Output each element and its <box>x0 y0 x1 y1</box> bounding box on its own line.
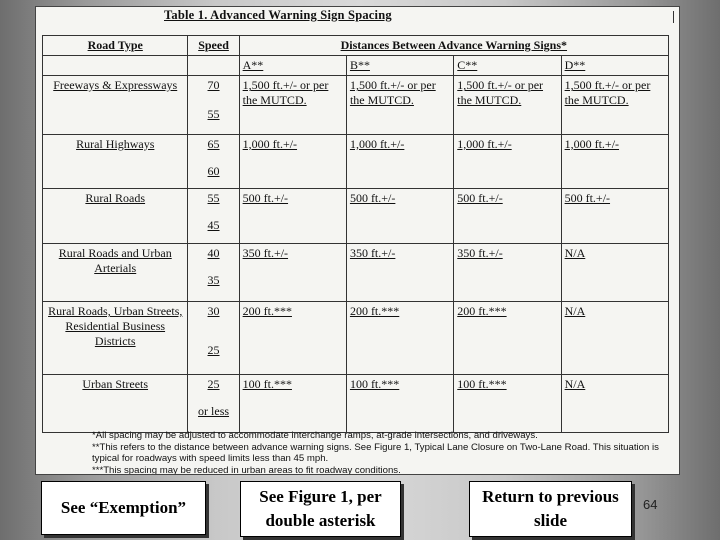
speed-cell: 25 or less <box>188 374 239 432</box>
table-row <box>43 76 669 134</box>
distance-cell: N/A <box>561 243 668 301</box>
distance-cell: 200 ft.*** <box>239 301 346 374</box>
see-exemption-button[interactable] <box>41 481 206 535</box>
table-row <box>43 243 669 301</box>
road-type-cell: Rural Highways <box>43 134 188 188</box>
distance-cell: 200 ft.*** <box>346 301 453 374</box>
distance-cell: 100 ft.*** <box>239 374 346 432</box>
button-label: Return to previous slide <box>482 487 619 530</box>
blank-cell <box>43 56 188 76</box>
distance-cell: 500 ft.+/- <box>561 189 668 243</box>
road-type-cell: Freeways & Expressways <box>43 76 188 134</box>
column-header-c: C** <box>454 56 561 76</box>
table-row <box>43 134 669 188</box>
speed-cell: 40 35 <box>188 243 239 301</box>
scan-mark <box>673 11 674 23</box>
distance-cell: 100 ft.*** <box>454 374 561 432</box>
distance-cell: 100 ft.*** <box>346 374 453 432</box>
road-type-cell: Rural Roads <box>43 189 188 243</box>
distance-cell: 500 ft.+/- <box>239 189 346 243</box>
column-header-d: D** <box>561 56 668 76</box>
column-header-b: B** <box>346 56 453 76</box>
footnote: **This refers to the distance between advance warning signs. See Figure 1, Typical Lane Closure on Two-Lane Road. This situation is <box>92 441 659 453</box>
distance-cell: 1,000 ft.+/- <box>561 134 668 188</box>
table-footnotes <box>92 430 659 474</box>
table-row <box>43 301 669 374</box>
speed-cell: 65 60 <box>188 134 239 188</box>
speed-cell: 70 55 <box>188 76 239 134</box>
footnote: ***This spacing may be reduced in urban areas to fit roadway conditions. <box>92 464 401 474</box>
distance-cell: 500 ft.+/- <box>454 189 561 243</box>
distance-cell: 350 ft.+/- <box>454 243 561 301</box>
road-type-cell: Rural Roads and Urban Arterials <box>43 243 188 301</box>
button-label: See Figure 1, per double asterisk <box>259 487 382 530</box>
page-number: 64 <box>643 497 658 512</box>
distance-cell: N/A <box>561 374 668 432</box>
distance-cell: 1,500 ft.+/- or per the MUTCD. <box>239 76 346 134</box>
distance-cell: 1,500 ft.+/- or per the MUTCD. <box>454 76 561 134</box>
speed-cell: 55 45 <box>188 189 239 243</box>
header-road-type: Road Type <box>43 36 188 56</box>
road-type-cell: Urban Streets <box>43 374 188 432</box>
distance-cell: 1,500 ft.+/- or per the MUTCD. <box>346 76 453 134</box>
return-to-previous-slide-button[interactable] <box>469 481 632 537</box>
column-header-a: A** <box>239 56 346 76</box>
footnote: *All spacing may be adjusted to accommodate interchange ramps, at-grade intersections, and driveways. <box>92 430 538 441</box>
distance-cell: N/A <box>561 301 668 374</box>
distance-cell: 1,500 ft.+/- or per the MUTCD. <box>561 76 668 134</box>
distance-cell: 500 ft.+/- <box>346 189 453 243</box>
table-title: Table 1. Advanced Warning Sign Spacing <box>164 8 392 22</box>
header-speed: Speed <box>188 36 239 56</box>
distance-cell: 350 ft.+/- <box>346 243 453 301</box>
road-type-cell: Rural Roads, Urban Streets, Residential Business Districts <box>43 301 188 374</box>
table-row <box>43 189 669 243</box>
table-row <box>43 374 669 432</box>
see-figure-1-button[interactable] <box>240 481 401 537</box>
distance-cell: 200 ft.*** <box>454 301 561 374</box>
footnote: typical for roadways with speed limits less than 45 mph. <box>92 453 329 464</box>
speed-cell: 30 25 <box>188 301 239 374</box>
distance-cell: 350 ft.+/- <box>239 243 346 301</box>
scanned-table-image <box>36 7 679 474</box>
warning-sign-spacing-table <box>42 35 669 433</box>
button-label: See “Exemption” <box>60 498 187 517</box>
distance-cell: 1,000 ft.+/- <box>239 134 346 188</box>
distance-cell: 1,000 ft.+/- <box>346 134 453 188</box>
distance-cell: 1,000 ft.+/- <box>454 134 561 188</box>
blank-cell <box>188 56 239 76</box>
header-distances: Distances Between Advance Warning Signs* <box>239 36 668 56</box>
